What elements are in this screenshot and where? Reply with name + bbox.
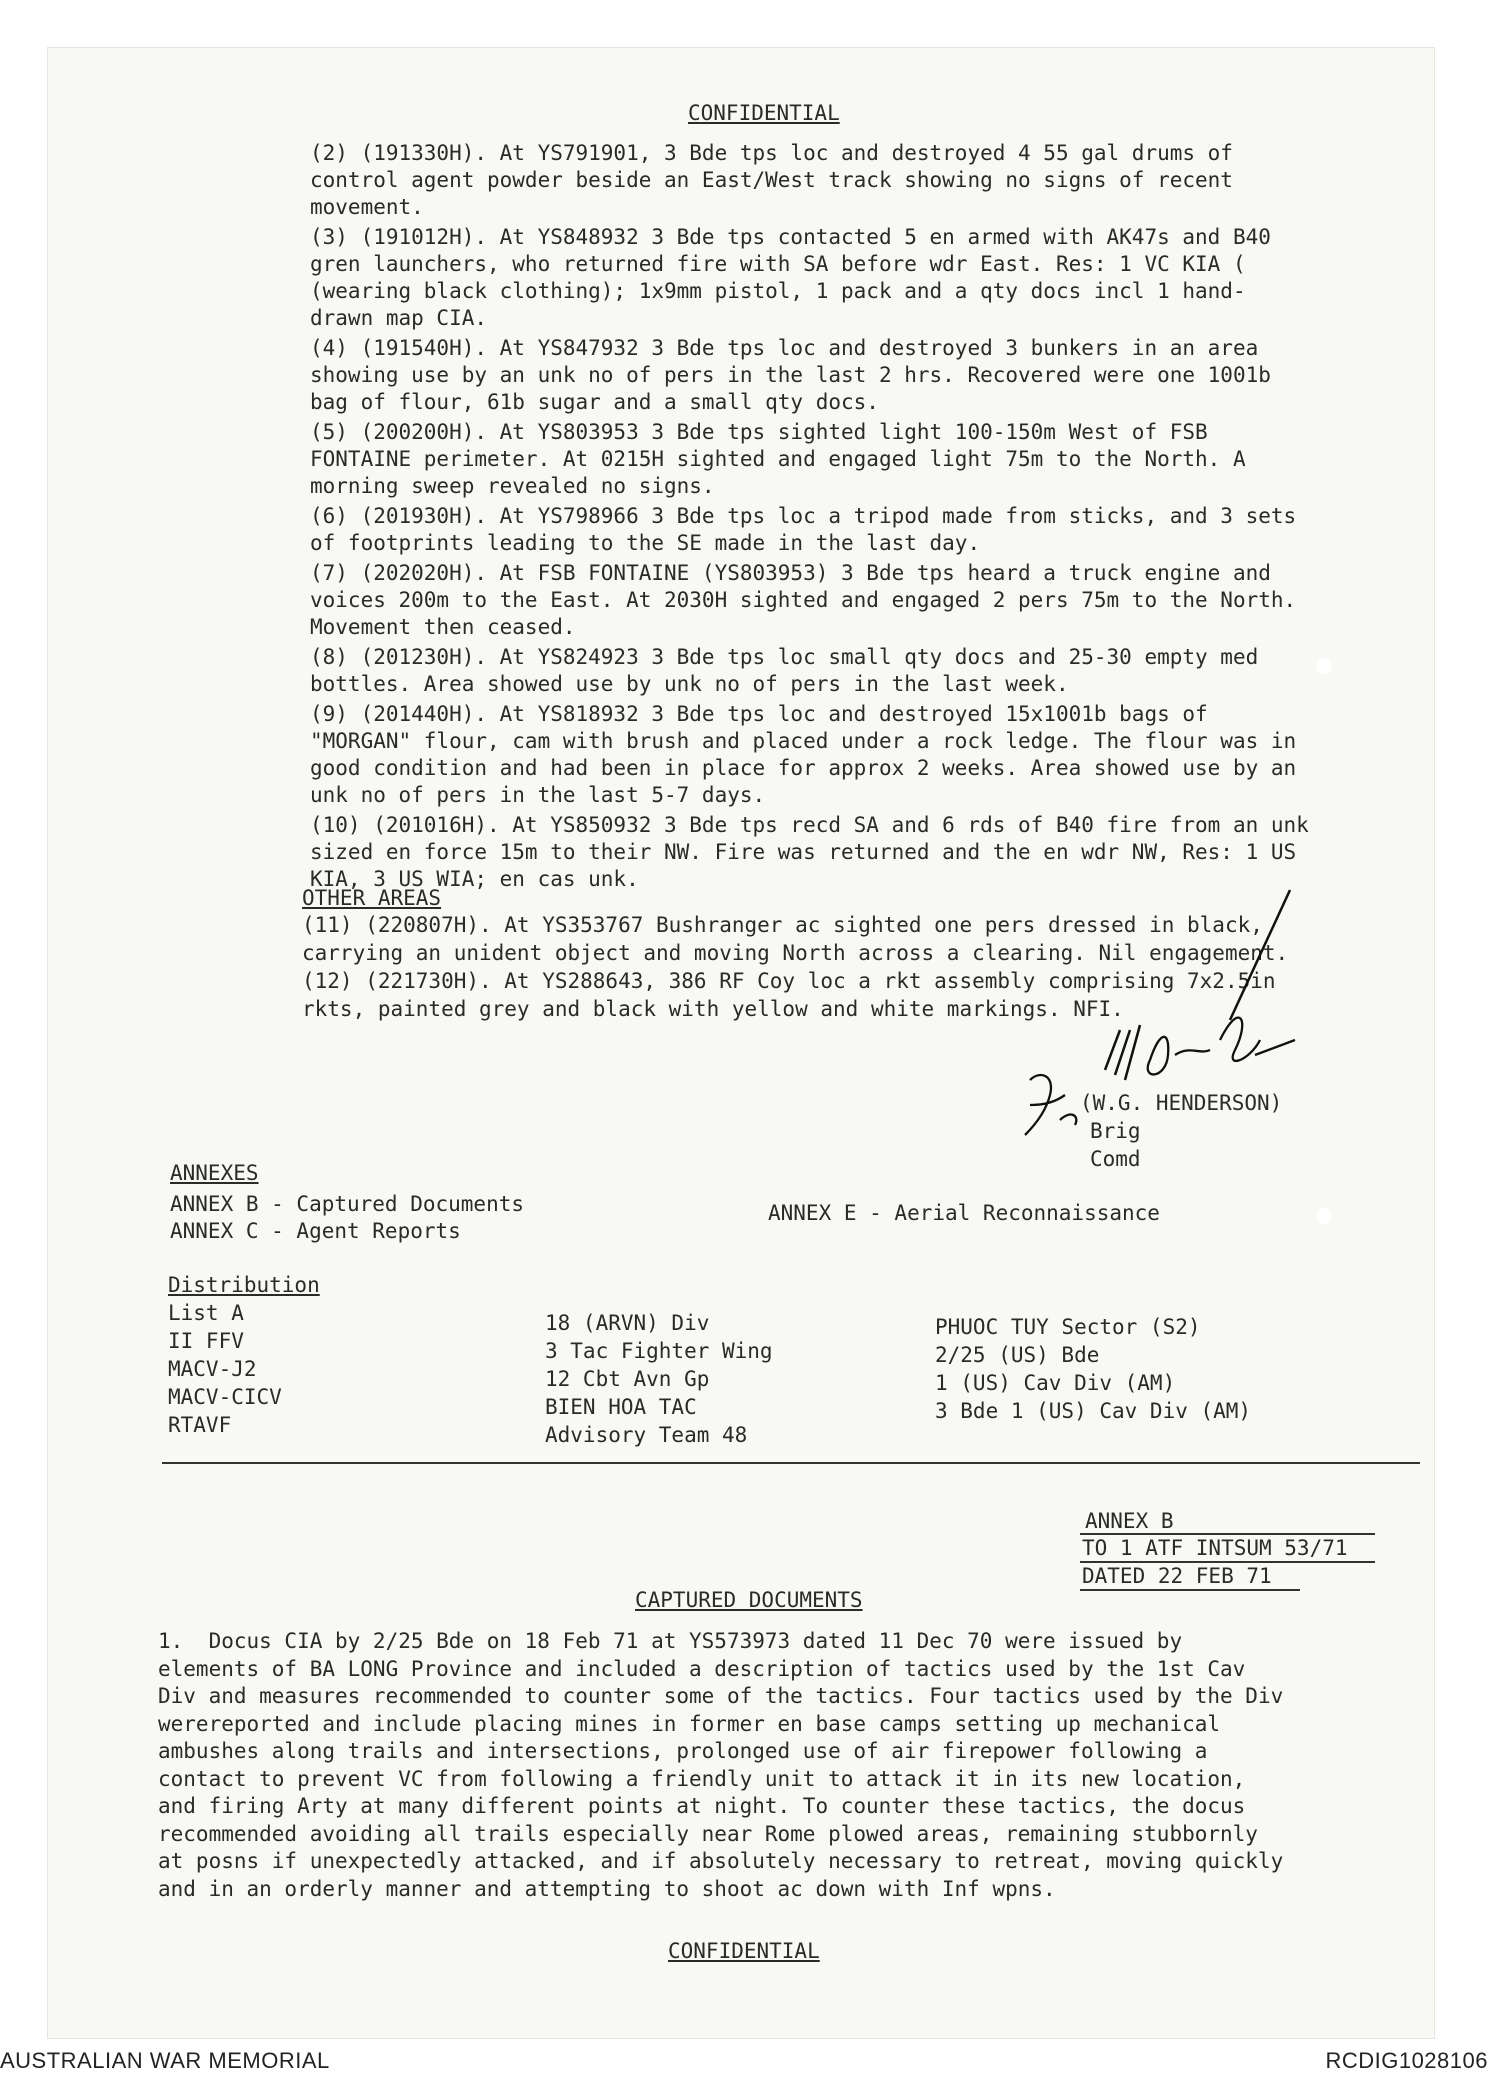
body-line: "MORGAN" flour, cam with brush and placed under a rock ledge. The flour was in [310, 729, 1297, 753]
annex-b-line: and in an orderly manner and attempting to shoot ac down with Inf wpns. [158, 1876, 1056, 1901]
body-line: drawn map CIA. [310, 306, 488, 330]
body-line: (10) (201016H). At YS850932 3 Bde tps recd SA and 6 rds of B40 fire from an unk [310, 813, 1309, 837]
signatory-name: (W.G. HENDERSON) [1080, 1091, 1283, 1115]
distribution-item: 1 (US) Cav Div (AM) [935, 1371, 1176, 1395]
body-line: (wearing black clothing); 1x9mm pistol, 1 pack and a qty docs incl 1 hand- [310, 279, 1246, 303]
annex-item: ANNEX C - Agent Reports [170, 1219, 461, 1243]
distribution-item: MACV-CICV [168, 1385, 282, 1409]
other-areas-heading: OTHER AREAS [302, 886, 442, 910]
other-areas-line: carrying an unident object and moving North across a clearing. Nil engagement. [302, 941, 1289, 965]
punch-hole-top [1316, 658, 1332, 674]
body-line: Movement then ceased. [310, 615, 576, 639]
body-line: FONTAINE perimeter. At 0215H sighted and engaged light 75m to the North. A [310, 447, 1246, 471]
body-line: (2) (191330H). At YS791901, 3 Bde tps loc and destroyed 4 55 gal drums of [310, 141, 1233, 165]
annex-item: ANNEX B - Captured Documents [170, 1192, 525, 1216]
annex-b-line: ambushes along trails and intersections, prolonged use of air firepower following a [158, 1739, 1208, 1763]
distribution-item: RTAVF [168, 1413, 232, 1437]
archive-name: AUSTRALIAN WAR MEMORIAL [0, 2048, 330, 2073]
captured-documents-title: CAPTURED DOCUMENTS [635, 1588, 863, 1612]
annex-b-line: contact to prevent VC from following a friendly unit to attack it in its new location, [158, 1766, 1246, 1791]
body-line: (4) (191540H). At YS847932 3 Bde tps loc and destroyed 3 bunkers in an area [310, 336, 1259, 360]
annex-b-date: DATED 22 FEB 71 [1082, 1564, 1272, 1588]
distribution-heading: Distribution [168, 1273, 320, 1297]
annex-b-reference: TO 1 ATF INTSUM 53/71 [1082, 1536, 1348, 1560]
annex-b-line: recommended avoiding all trails especially near Rome plowed areas, remaining stubbornly [158, 1821, 1258, 1846]
distribution-item: 3 Tac Fighter Wing [545, 1339, 773, 1363]
body-line: voices 200m to the East. At 2030H sighted and engaged 2 pers 75m to the North. [310, 588, 1297, 612]
body-line: (6) (201930H). At YS798966 3 Bde tps loc a tripod made from sticks, and 3 sets [310, 504, 1297, 528]
body-line: good condition and had been in place for approx 2 weeks. Area showed use by an [310, 756, 1297, 780]
signatory-appointment: Comd [1090, 1147, 1141, 1171]
signatory-rank: Brig [1090, 1119, 1141, 1143]
annex-item: ANNEX E - Aerial Reconnaissance [768, 1201, 1160, 1225]
body-line: gren launchers, who returned fire with SA before wdr East. Res: 1 VC KIA ( [310, 252, 1246, 276]
annex-b-line: Div and measures recommended to counter some of the tactics. Four tactics used by the Div [158, 1684, 1284, 1708]
body-line: morning sweep revealed no signs. [310, 474, 715, 498]
other-areas-line: (12) (221730H). At YS288643, 386 RF Coy loc a rkt assembly comprising 7x2.5in [302, 969, 1276, 993]
distribution-item: 2/25 (US) Bde [935, 1343, 1100, 1367]
body-line: (9) (201440H). At YS818932 3 Bde tps loc and destroyed 15x1001b bags of [310, 702, 1208, 726]
body-line: bag of flour, 61b sugar and a small qty docs. [310, 390, 879, 414]
distribution-item: PHUOC TUY Sector (S2) [935, 1315, 1201, 1339]
annex-b-line: elements of BA LONG Province and included a description of tactics used by the 1st Cav [158, 1656, 1246, 1681]
other-areas-line: rkts, painted grey and black with yellow and white markings. NFI. [302, 997, 1124, 1021]
distribution-item: 3 Bde 1 (US) Cav Div (AM) [935, 1399, 1252, 1423]
annex-b-line: and firing Arty at many different points at night. To counter these tactics, the docus [158, 1794, 1246, 1818]
archive-reference: RCDIG1028106 [1325, 2048, 1488, 2073]
distribution-item: II FFV [168, 1329, 244, 1353]
body-line: unk no of pers in the last 5-7 days. [310, 783, 766, 807]
body-line: sized en force 15m to their NW. Fire was returned and the en wdr NW, Res: 1 US [310, 840, 1297, 864]
body-line: movement. [310, 195, 424, 219]
body-line: control agent powder beside an East/West track showing no signs of recent [310, 168, 1233, 192]
section-divider [162, 1462, 1420, 1464]
body-line: (5) (200200H). At YS803953 3 Bde tps sighted light 100-150m West of FSB [310, 420, 1208, 444]
annex-b-line: werereported and include placing mines in former en base camps setting up mechanical [158, 1711, 1221, 1736]
header-classification: CONFIDENTIAL [688, 101, 840, 125]
body-line: showing use by an unk no of pers in the last 2 hrs. Recovered were one 1001b [310, 363, 1271, 387]
annex-b-box-rule [1080, 1589, 1300, 1591]
footer-classification: CONFIDENTIAL [668, 1939, 820, 1963]
annex-b-line: at posns if unexpectedly attacked, and if absolutely necessary to retreat, moving quickly [158, 1849, 1284, 1873]
body-line: (7) (202020H). At FSB FONTAINE (YS803953) 3 Bde tps heard a truck engine and [310, 561, 1271, 585]
annex-b-line: 1. Docus CIA by 2/25 Bde on 18 Feb 71 at YS573973 dated 11 Dec 70 were issued by [158, 1629, 1183, 1653]
distribution-item: BIEN HOA TAC [545, 1395, 697, 1419]
distribution-item: 12 Cbt Avn Gp [545, 1367, 710, 1391]
annex-b-label: ANNEX B [1085, 1509, 1174, 1533]
distribution-item: 18 (ARVN) Div [545, 1311, 710, 1335]
distribution-item: List A [168, 1301, 244, 1325]
other-areas-line: (11) (220807H). At YS353767 Bushranger ac sighted one pers dressed in black, [302, 913, 1263, 937]
distribution-item: Advisory Team 48 [545, 1423, 748, 1447]
annexes-heading: ANNEXES [170, 1161, 259, 1185]
body-line: (3) (191012H). At YS848932 3 Bde tps contacted 5 en armed with AK47s and B40 [310, 225, 1271, 249]
body-line: bottles. Area showed use by unk no of pers in the last week. [310, 672, 1069, 696]
body-line: (8) (201230H). At YS824923 3 Bde tps loc small qty docs and 25-30 empty med [310, 645, 1259, 669]
distribution-item: MACV-J2 [168, 1357, 257, 1381]
punch-hole-bottom [1316, 1208, 1332, 1224]
body-line: KIA, 3 US WIA; en cas unk. [310, 867, 639, 891]
body-line: of footprints leading to the SE made in the last day. [310, 531, 981, 555]
